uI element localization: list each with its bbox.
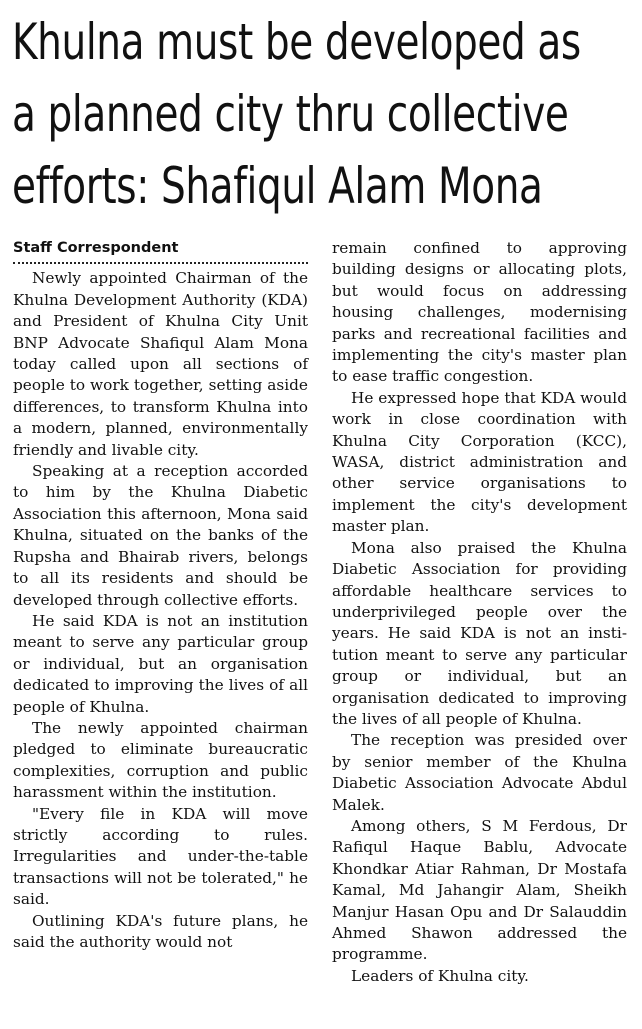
article-column-right [332, 238, 627, 987]
paragraph: Newly appointed Chairman of the Khulna Development Authority (KDA) and President of Khulna City Unit BNP Advocate Shafiqul Alam Mona today called upon all sections of people to work together, setting aside differences, to transform Khulna into a modern, planned, environmentally friendly and livable city. [13, 269, 308, 459]
paragraph: Outlining KDA's future plans, he said the authority would not [13, 911, 308, 951]
headline-line-2: a planned city thru collective [12, 85, 569, 143]
paragraph: "Every file in KDA will move strictly according to rules. Irregularities and under-the-table transactions will not be tolerated," he said. [13, 804, 308, 909]
headline-line-3: efforts: Shafiqul Alam Mona [12, 157, 543, 215]
paragraph: The newly appointed chairman pledged to eliminate bureaucratic complexities, corruption and public harassment within the institution. [13, 718, 308, 802]
headline-line-1: Khulna must be developed as [12, 13, 581, 71]
paragraph: Mona also praised the Khulna Diabetic Association for providing affordable healthcare services to underprivileged people over the years. He said KDA is not an institution meant to serve any particular group or individual, but an organisation dedicated to improving the lives of all people of Khulna. [332, 538, 627, 728]
paragraph: Among others, S M Ferdous, Dr Rafiqul Haque Bablu, Advocate Khondkar Atiar Rahman, Dr Mostafa Kamal, Md Jahangir Alam, Sheikh Manjur Hasan Opu and Dr Salauddin Ahmed Shawon addressed the programme. [332, 816, 627, 964]
paragraph: He expressed hope that KDA would work in close coordination with Khulna City Corporation (KCC), WASA, district administration and other service organisations to implement the city's development master plan. [332, 388, 627, 536]
paragraph: Speaking at a reception accorded to him by the Khulna Diabetic Association this afternoon, Mona said Khulna, situated on the banks of the Rupsha and Bhairab rivers, belongs to all its residents and should be developed through collective efforts. [13, 462, 308, 609]
article-headline [12, 6, 581, 222]
paragraph: He said KDA is not an institution meant to serve any particular group or individual, but an organisation dedicated to improving the lives of all people of Khulna. [13, 611, 308, 716]
paragraph: The reception was presided over by senior member of the Khulna Diabetic Association Advocate Abdul Malek. [332, 731, 627, 814]
article-column-left [13, 238, 308, 953]
paragraph: Leaders of Khulna city. [351, 966, 529, 985]
byline: Staff Correspondent [13, 238, 308, 264]
paragraph-continued: remain confined to approving building designs or allocating plots, but would focus on addressing housing challenges, modernising parks and recreational facilities and implementing the city's master plan to ease traffic congestion. [332, 239, 627, 386]
